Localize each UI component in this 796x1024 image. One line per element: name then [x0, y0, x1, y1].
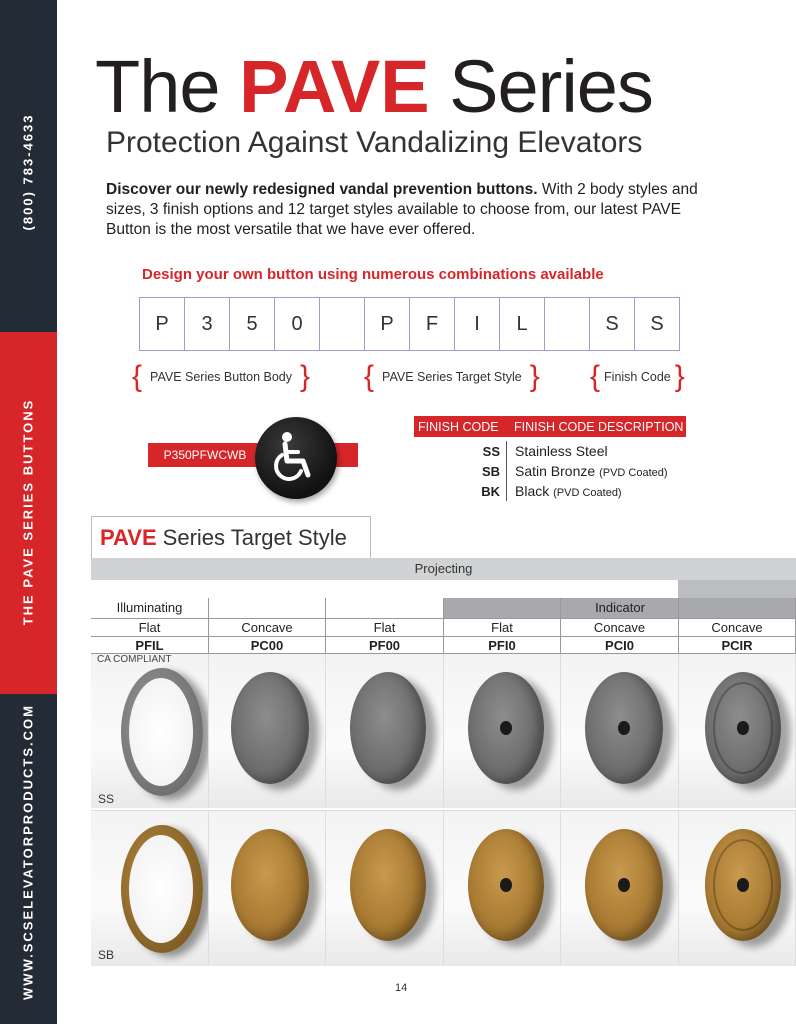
indicator-hole — [618, 878, 630, 892]
indicator-hole — [500, 721, 512, 735]
group-label: PAVE Series Button Body — [150, 370, 293, 384]
indicator-header: Indicator — [444, 598, 796, 618]
group-button-body — [132, 362, 310, 392]
button-disc — [231, 672, 309, 784]
product-photo-ss — [209, 654, 326, 808]
product-photo-sb — [679, 810, 796, 966]
page-subtitle: Protection Against Vandalizing Elevators — [106, 126, 643, 159]
column-type: Concave — [209, 618, 326, 636]
product-photo-sb — [444, 810, 561, 966]
column-code: PCI0 — [561, 636, 679, 654]
column-group — [209, 598, 326, 618]
code-char — [319, 297, 365, 351]
product-photo-sb — [326, 810, 444, 966]
group-target-style — [364, 362, 540, 392]
target-style-text: Series Target Style — [162, 524, 347, 550]
finish-label-ss: SS — [98, 792, 115, 806]
indicator-hole — [737, 878, 749, 892]
finish-row — [414, 461, 686, 481]
column-group-blank — [561, 598, 679, 618]
column-code: PFIL — [91, 636, 209, 654]
product-photo-sb — [91, 810, 209, 966]
illuminating-lens — [129, 835, 193, 943]
target-style-accent: PAVE — [100, 524, 157, 550]
button-disc — [231, 829, 309, 941]
product-photo-sb — [561, 810, 679, 966]
indicator-hole — [618, 721, 630, 735]
product-photo-sb — [209, 810, 326, 966]
brace-open-icon: { — [364, 360, 375, 393]
column-code: PCIR — [679, 636, 796, 654]
code-char: L — [499, 297, 545, 351]
finish-table — [414, 441, 686, 501]
title-pre: The — [95, 45, 220, 128]
finish-head-code: FINISH CODE — [418, 419, 499, 434]
finish-code: SS — [482, 443, 500, 459]
brace-close-icon: } — [529, 360, 540, 393]
column-group: Illuminating — [91, 598, 209, 618]
finish-label-sb: SB — [98, 948, 115, 962]
indicator-hole — [500, 878, 512, 892]
group-label: PAVE Series Target Style — [382, 370, 522, 384]
column-type: Concave — [561, 618, 679, 636]
product-photo-ss — [444, 654, 561, 808]
column-group — [326, 598, 444, 618]
finish-row — [414, 441, 686, 461]
finish-code: BK — [481, 483, 500, 499]
example-button-image — [255, 417, 337, 499]
column-code: PF00 — [326, 636, 444, 654]
example-code: P350PFWCWB — [163, 448, 247, 462]
intro-bold: Discover our newly redesigned vandal prevention buttons. — [106, 181, 538, 198]
column-code: PC00 — [209, 636, 326, 654]
product-photo-ss — [91, 654, 209, 808]
finish-desc: Stainless Steel — [506, 441, 608, 461]
brace-open-icon: { — [590, 360, 601, 393]
brace-close-icon: } — [300, 360, 311, 393]
target-style-title — [91, 516, 371, 558]
finish-desc: Satin Bronze (PVD Coated) — [506, 461, 668, 481]
title-post: Series — [449, 45, 653, 128]
column-type: Concave — [679, 618, 796, 636]
ca-compliant-label: CA COMPLIANT — [97, 654, 172, 665]
page-number: 14 — [395, 982, 408, 994]
projecting-header: Projecting — [91, 558, 796, 580]
header-strip — [678, 580, 796, 598]
product-photo-ss — [326, 654, 444, 808]
finish-code: SB — [481, 463, 500, 479]
button-disc — [350, 829, 426, 941]
code-char — [544, 297, 590, 351]
product-photo-ss — [679, 654, 796, 808]
wheelchair-icon — [273, 431, 317, 483]
intro-text: With 2 body styles and sizes, 3 finish options and 12 target styles available to choose from, our latest PAVE Button is the most versatile that we have ever offered. — [106, 181, 698, 238]
brace-close-icon: } — [674, 360, 685, 393]
finish-row — [414, 481, 686, 501]
intro-paragraph — [106, 180, 728, 240]
code-char: S — [634, 297, 680, 351]
code-char: 0 — [274, 297, 320, 351]
finish-head-desc: FINISH CODE DESCRIPTION — [514, 419, 684, 434]
page-title — [95, 42, 653, 132]
designer-heading: Design your own button using numerous combinations available — [142, 266, 604, 283]
finish-table-header — [414, 416, 686, 437]
column-group-blank — [679, 598, 796, 618]
column-type: Flat — [91, 618, 209, 636]
sidebar-website: WWW.SCSELEVATORPRODUCTS.COM — [20, 704, 36, 1000]
column-group-blank — [444, 598, 561, 618]
column-type: Flat — [326, 618, 444, 636]
button-disc — [350, 672, 426, 784]
sidebar-phone: (800) 783-4633 — [20, 113, 36, 231]
code-char: P — [139, 297, 185, 351]
group-finish-code — [590, 362, 685, 392]
indicator-hole — [737, 721, 749, 735]
code-char: P — [364, 297, 410, 351]
code-char: I — [454, 297, 500, 351]
illuminating-lens — [129, 678, 193, 786]
brace-open-icon: { — [132, 360, 143, 393]
code-builder — [140, 297, 680, 351]
column-type: Flat — [444, 618, 561, 636]
code-char: F — [409, 297, 455, 351]
title-accent: PAVE — [239, 45, 430, 128]
finish-desc: Black (PVD Coated) — [506, 481, 622, 501]
code-char: 3 — [184, 297, 230, 351]
code-char: 5 — [229, 297, 275, 351]
column-code: PFI0 — [444, 636, 561, 654]
product-photo-ss — [561, 654, 679, 808]
group-label: Finish Code — [604, 370, 671, 384]
sidebar-section-title: THE PAVE SERIES BUTTONS — [20, 398, 36, 626]
code-char: S — [589, 297, 635, 351]
